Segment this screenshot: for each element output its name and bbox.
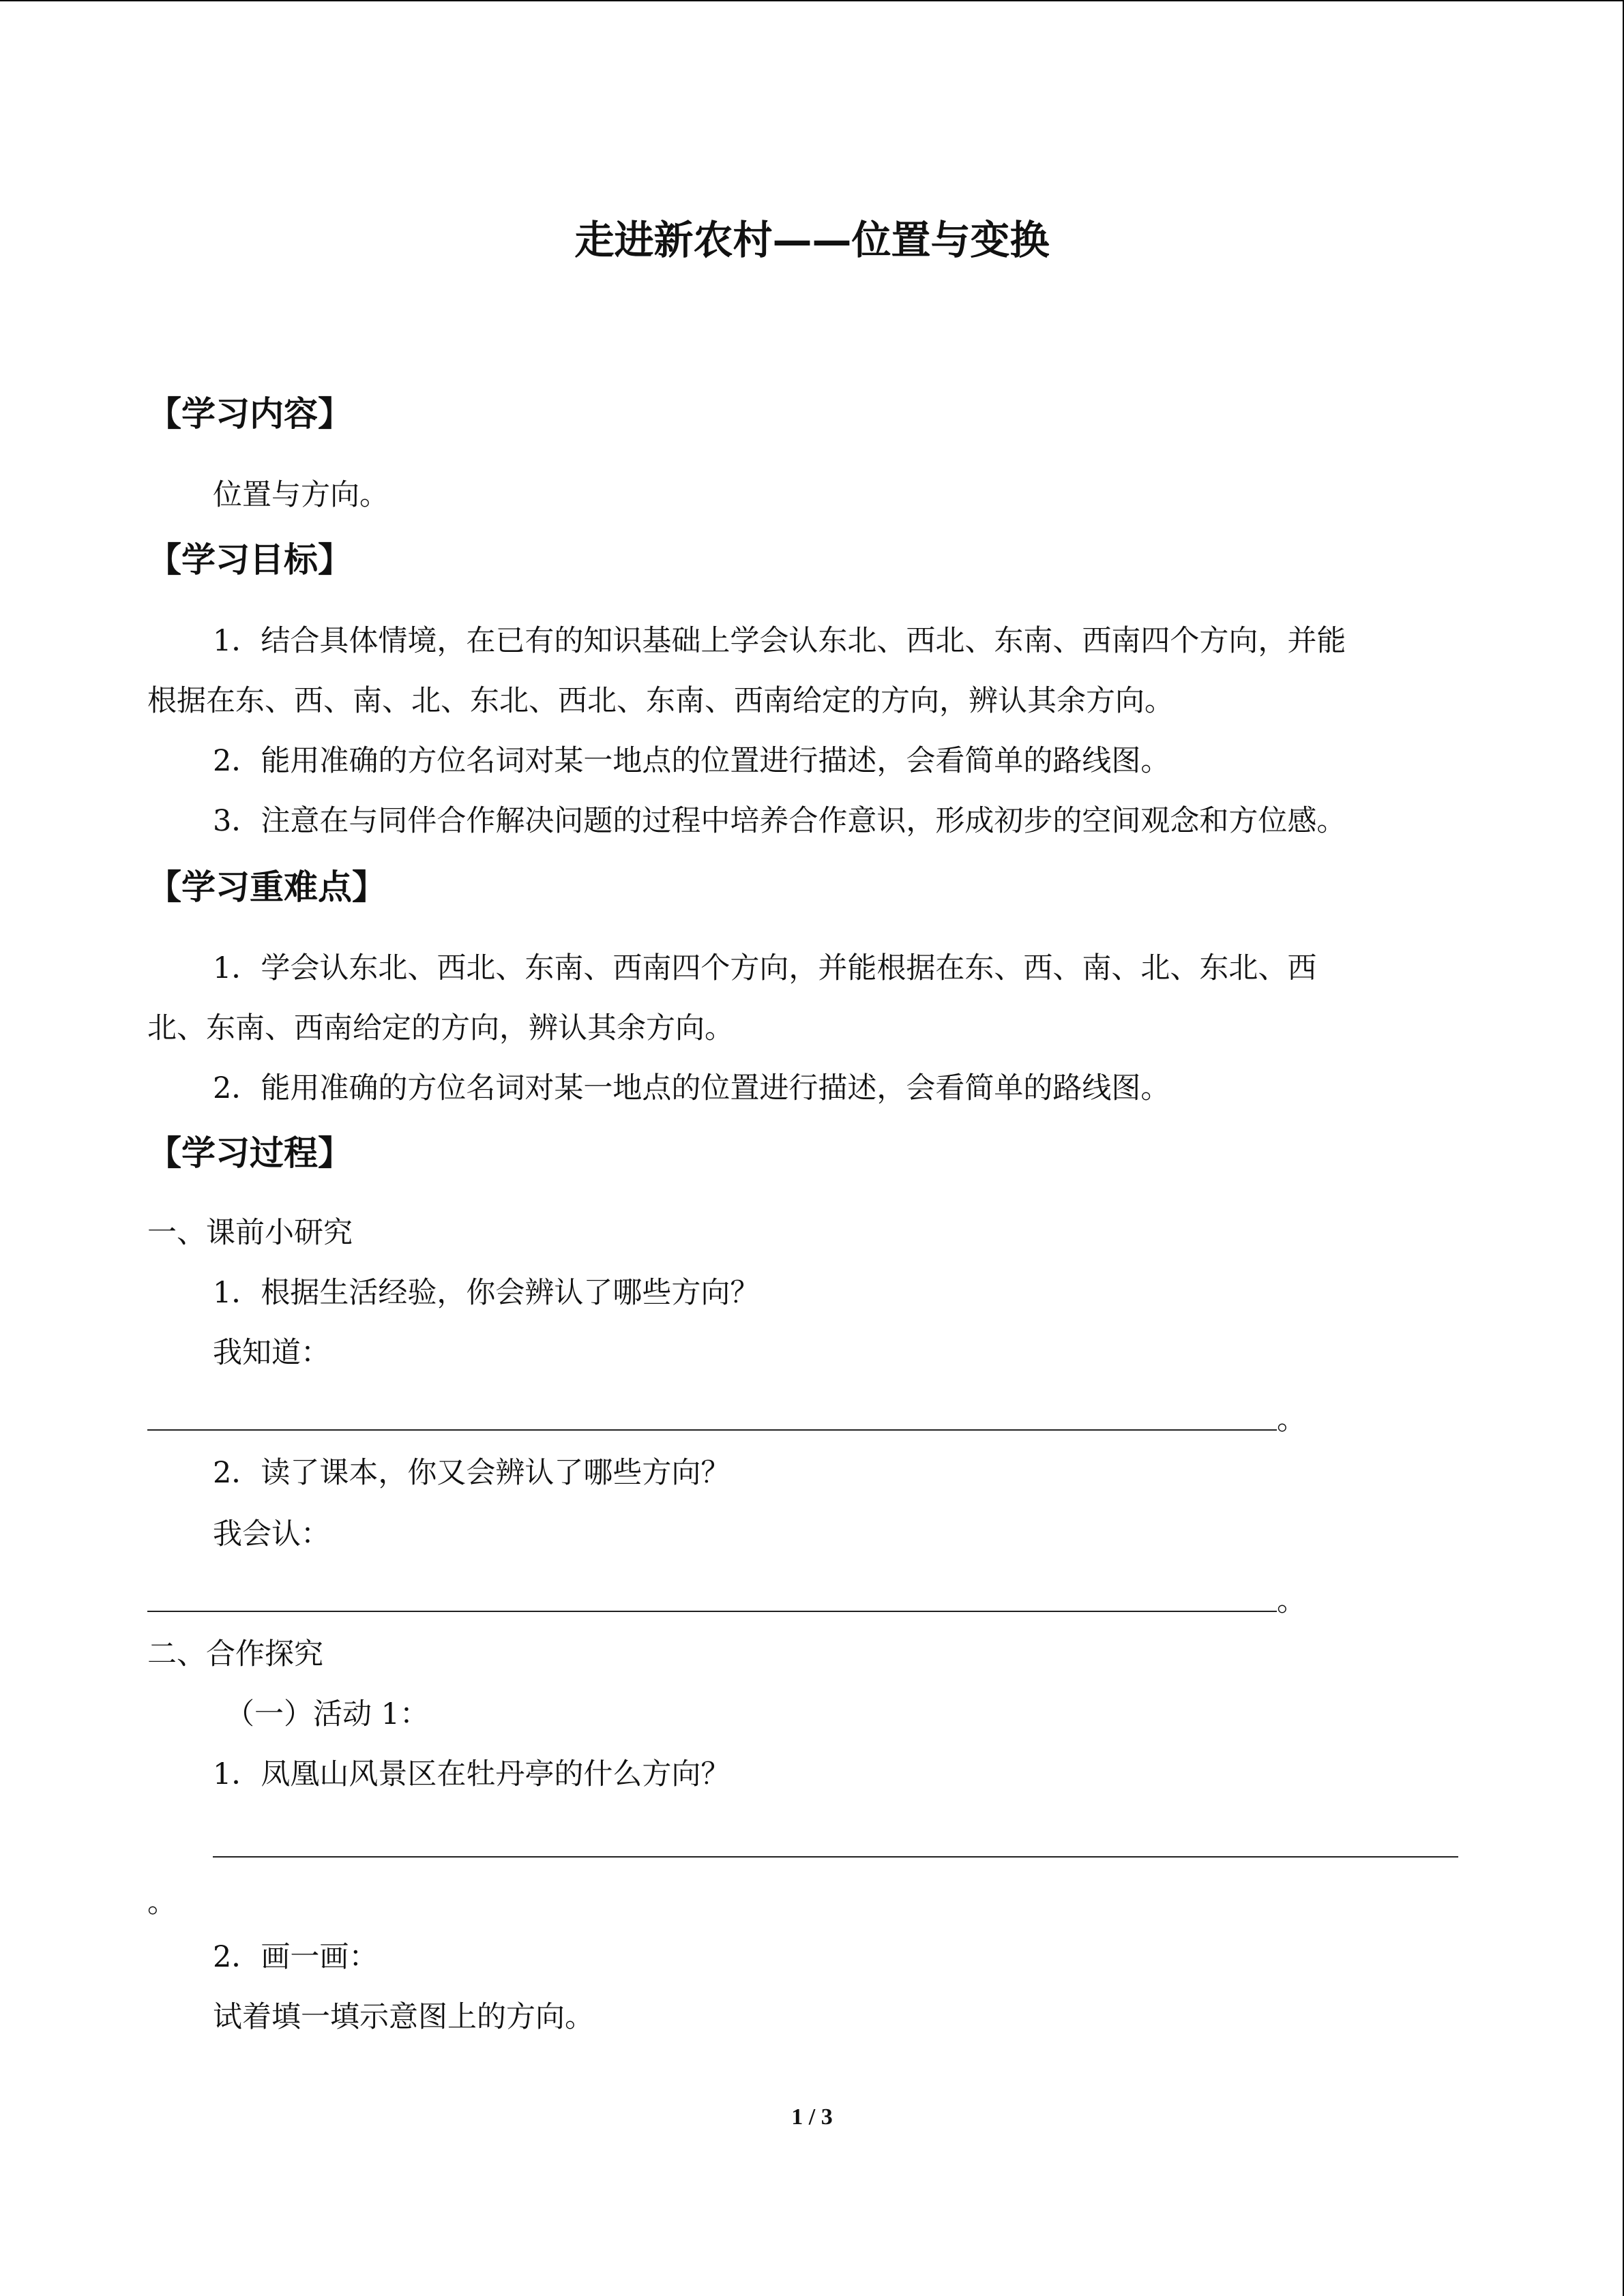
answer-line-2-end: 。: [1277, 1584, 1306, 1618]
key-point-item-2: 2．能用准确的方位名词对某一地点的位置进行描述，会看简单的路线图。: [213, 1071, 1170, 1105]
page-title: 走进新农村——位置与变换: [574, 217, 1050, 263]
part2-question-1: 1．凤凰山风景区在牡丹亭的什么方向？: [213, 1757, 730, 1791]
key-point-item-1-line-1: 1．学会认东北、西北、东南、西南四个方向，并能根据在东、西、南、北、东北、西: [213, 951, 1317, 985]
content-text: 位置与方向。: [213, 478, 389, 512]
part1-question-2-prompt: 我会认：: [213, 1517, 330, 1551]
section-heading-goals: 【学习目标】: [147, 540, 352, 580]
part2-question-2: 2．画一画：: [213, 1940, 379, 1974]
answer-line-1[interactable]: [147, 1429, 1277, 1431]
part2-activity-1: （一）活动 1：: [225, 1697, 430, 1731]
part2-title: 二、合作探究: [147, 1637, 323, 1671]
section-heading-process: 【学习过程】: [147, 1133, 352, 1173]
key-point-item-1-line-2: 北、东南、西南给定的方向，辨认其余方向。: [147, 1011, 734, 1045]
goal-item-1-line-2: 根据在东、西、南、北、东北、西北、东南、西南给定的方向，辨认其余方向。: [147, 684, 1174, 718]
goal-item-1-line-1: 1．结合具体情境，在已有的知识基础上学会认东北、西北、东南、西南四个方向，并能: [213, 624, 1346, 658]
part1-question-2: 2．读了课本，你又会辨认了哪些方向？: [213, 1456, 730, 1490]
goal-item-3: 3．注意在与同伴合作解决问题的过程中培养合作意识，形成初步的空间观念和方位感。: [213, 804, 1346, 838]
answer-line-3[interactable]: [213, 1856, 1458, 1858]
answer-line-1-end: 。: [1277, 1403, 1306, 1437]
part1-title: 一、课前小研究: [147, 1216, 353, 1250]
part1-question-1-prompt: 我知道：: [213, 1336, 330, 1370]
part2-question-2-text: 试着填一填示意图上的方向。: [213, 2000, 594, 2034]
section-heading-key-points: 【学习重难点】: [147, 867, 386, 907]
answer-line-3-end: 。: [147, 1885, 177, 1920]
answer-line-2[interactable]: [147, 1611, 1277, 1612]
section-heading-content: 【学习内容】: [147, 394, 352, 434]
goal-item-2: 2．能用准确的方位名词对某一地点的位置进行描述，会看简单的路线图。: [213, 744, 1170, 778]
page-number: 1 / 3: [791, 2104, 833, 2130]
part1-question-1: 1．根据生活经验，你会辨认了哪些方向？: [213, 1276, 760, 1310]
